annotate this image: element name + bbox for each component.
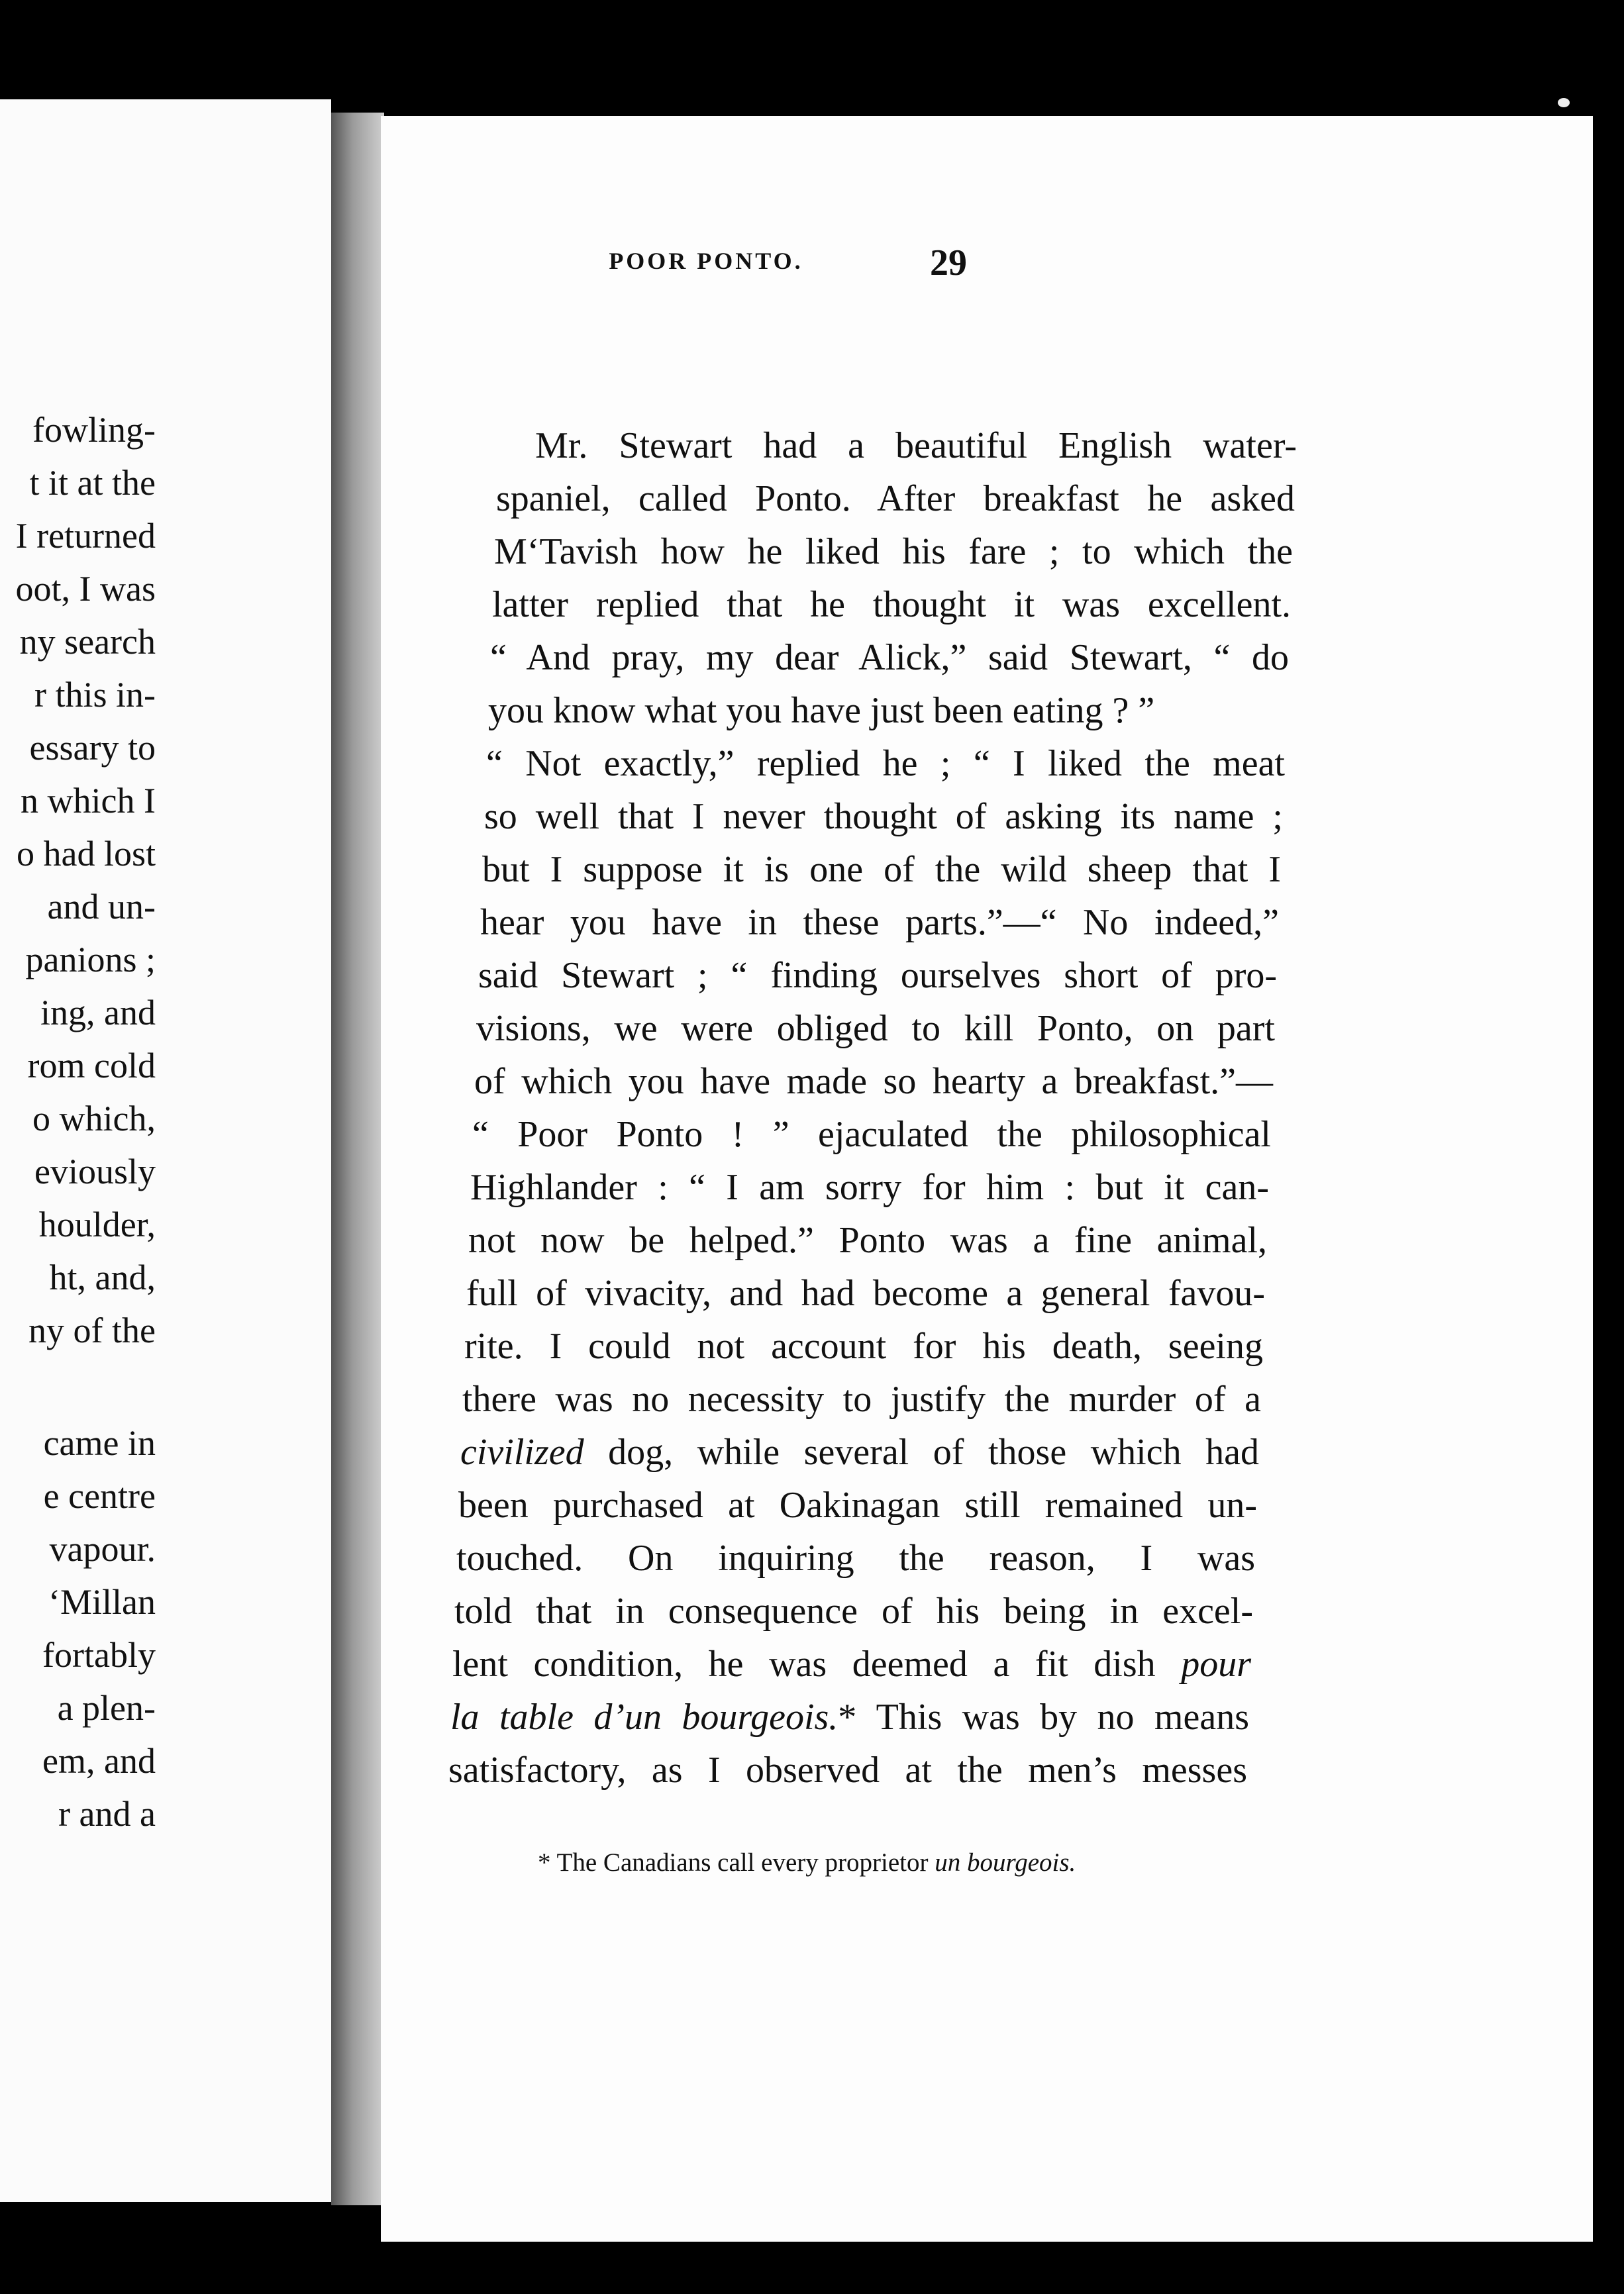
- text-line: you know what you have just been eating ? ”: [488, 690, 1155, 731]
- text-line: told that in consequence of his being in excel-: [454, 1591, 1253, 1632]
- text-segment: lent condition, he was deemed a fit dish: [452, 1644, 1182, 1685]
- footnote-text: * The Canadians call every proprietor: [538, 1848, 935, 1877]
- text-line: [450, 1699, 1249, 1736]
- left-page-line: o which,: [32, 1099, 156, 1138]
- page-number: 29: [930, 242, 967, 283]
- left-page-line: ny of the: [28, 1311, 156, 1350]
- text-line: “ Poor Ponto ! ” ejaculated the philosophical: [472, 1114, 1271, 1155]
- text-segment: dog, while several of those which had: [584, 1432, 1259, 1473]
- left-page-line: vapour.: [49, 1529, 156, 1569]
- text-line: been purchased at Oakinagan still remained un-: [458, 1485, 1257, 1526]
- left-page-line: t it at the: [29, 463, 156, 503]
- footnote-italic: un bourgeois.: [935, 1848, 1076, 1877]
- text-line: said Stewart ; “ finding ourselves short of pro-: [478, 955, 1277, 996]
- left-page-line: oot, I was: [15, 569, 156, 609]
- left-page-line: panions ;: [25, 940, 156, 979]
- text-line: latter replied that he thought it was excellent.: [492, 584, 1291, 625]
- text-line: hear you have in these parts.”—“ No indeed,”: [480, 902, 1279, 943]
- left-page-line: came in: [43, 1423, 156, 1463]
- text-line: Highlander : “ I am sorry for him : but it can-: [470, 1167, 1269, 1208]
- italic-text: pour: [1181, 1644, 1251, 1685]
- footnote: [538, 1848, 1076, 1877]
- left-page-line: r and a: [58, 1794, 156, 1834]
- running-head: POOR PONTO.: [609, 248, 803, 274]
- left-page-line: ing, and: [40, 993, 156, 1032]
- left-page-line: n which I: [21, 781, 156, 821]
- left-page-line: e centre: [43, 1476, 156, 1516]
- left-page-line: em, and: [42, 1741, 156, 1781]
- left-page-line: essary to: [29, 728, 156, 768]
- left-page-line: ny search: [19, 622, 156, 662]
- left-page-line: rom cold: [27, 1046, 156, 1085]
- text-line: “ And pray, my dear Alick,” said Stewart, “ do: [490, 637, 1289, 678]
- text-line: satisfactory, as I observed at the men’s messes: [448, 1750, 1247, 1791]
- italic-text: la table d’un bourgeois.: [450, 1697, 838, 1738]
- left-page-line: houlder,: [38, 1205, 156, 1244]
- text-segment: * This was by no means: [838, 1697, 1249, 1738]
- text-line: [460, 1434, 1259, 1471]
- left-page-line: fowling-: [32, 410, 156, 450]
- left-page-line: r this in-: [34, 675, 156, 715]
- text-line: not now be helped.” Ponto was a fine animal,: [468, 1220, 1267, 1261]
- text-line: Mr. Stewart had a beautiful English water-: [535, 425, 1297, 466]
- text-line: “ Not exactly,” replied he ; “ I liked the meat: [486, 743, 1285, 784]
- text-line: [452, 1646, 1251, 1683]
- left-page-line: fortably: [42, 1635, 156, 1675]
- left-page-line: I returned: [15, 516, 156, 556]
- left-page-line: and un-: [47, 887, 156, 926]
- left-page-line: o had lost: [17, 834, 156, 873]
- text-line: so well that I never thought of asking its name ;: [484, 796, 1283, 837]
- text-line: touched. On inquiring the reason, I was: [456, 1538, 1255, 1579]
- text-line: full of vivacity, and had become a general favou-: [466, 1273, 1265, 1314]
- text-line: visions, we were obliged to kill Ponto, on part: [476, 1008, 1275, 1049]
- text-line: M‘Tavish how he liked his fare ; to which the: [494, 531, 1293, 572]
- text-line: of which you have made so hearty a breakfast.”—: [474, 1061, 1273, 1102]
- italic-text: civilized: [460, 1432, 584, 1473]
- left-page-line: a plen-: [57, 1688, 156, 1728]
- text-line: there was no necessity to justify the murder of a: [462, 1379, 1261, 1420]
- left-page-line: ht, and,: [49, 1258, 156, 1297]
- text-line: but I suppose it is one of the wild sheep that I: [482, 849, 1281, 890]
- left-page-line: ‘Millan: [48, 1582, 156, 1622]
- left-page-line: eviously: [34, 1152, 156, 1191]
- text-line: spaniel, called Ponto. After breakfast he asked: [496, 478, 1295, 519]
- text-line: rite. I could not account for his death, seeing: [464, 1326, 1263, 1367]
